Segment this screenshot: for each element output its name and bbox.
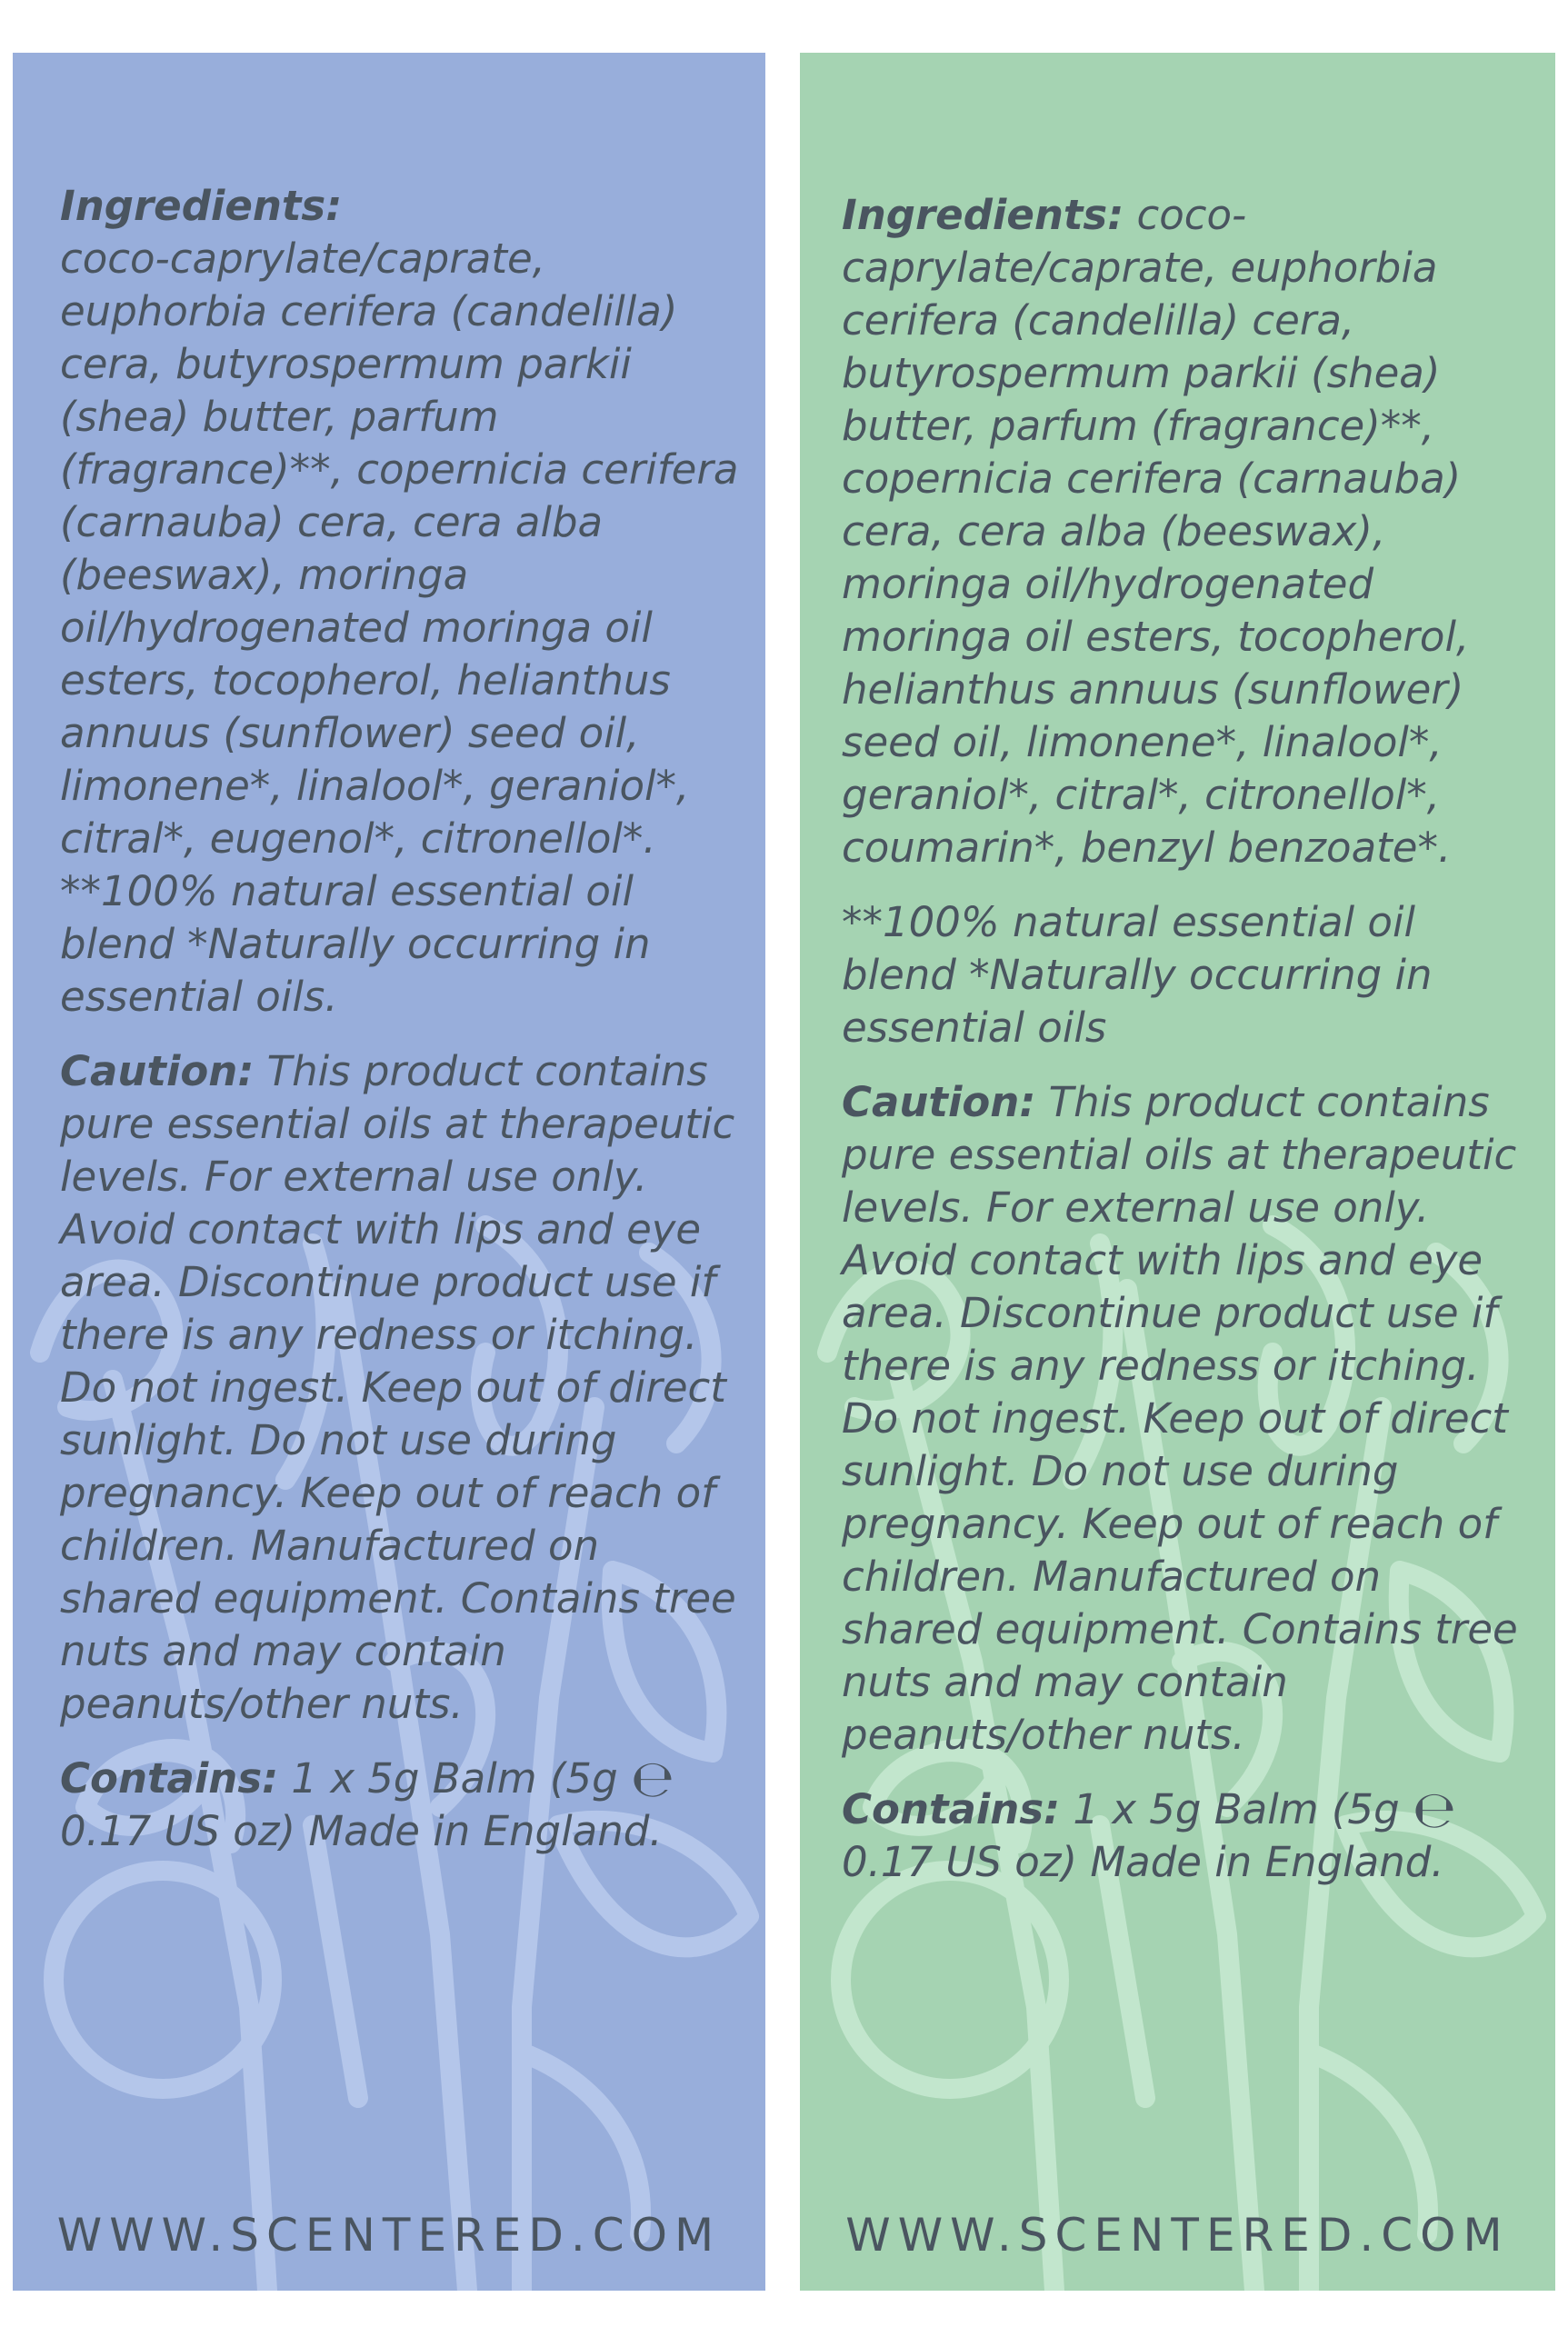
contains-text: 1 x 5g Balm (5g	[1073, 1785, 1400, 1833]
caution-text: This product contains pure essential oils at therapeutic levels. For external use only. Avoid contact with lips and eye area. Discontinue product use if there is any redness or itching. Do not ingest. Keep out of direct sunlight. Do not use during pregnancy. Keep out of reach of children. Manufactured on shared equipment. Contains tree nuts and may contain peanuts/other nuts.	[842, 1078, 1518, 1759]
essential-oil-note: **100% natural essential oil blend *Naturally occurring in essential oils	[842, 898, 1433, 1052]
contains-text: 1 x 5g Balm (5g	[291, 1754, 618, 1803]
ingredients-label: Ingredients:	[842, 191, 1124, 239]
contains-label: Contains:	[60, 1754, 279, 1803]
ingredients-section	[842, 189, 1530, 874]
caution-label: Caution:	[842, 1078, 1036, 1126]
essential-oil-note: **100% natural essential oil blend *Naturally occurring in essential oils.	[60, 867, 651, 1021]
label-text	[842, 189, 1530, 1911]
estimated-sign-icon: ℮	[1412, 1781, 1456, 1840]
label-text	[60, 180, 740, 1880]
ingredients-text: coco-caprylate/caprate, euphorbia cerifera (candelilla) cera, butyrospermum parkii (shea) butter, parfum (fragrance)**, copernicia cerifera (carnauba) cera, cera alba (beeswax), moringa oil/hydrogenated moringa oil esters, tocopherol, helianthus annuus (sunflower) seed oil, limonene*, linalool*, geraniol*, citral*, eugenol*, citronellol*.	[60, 235, 739, 863]
ingredients-label: Ingredients:	[60, 182, 343, 230]
website-url: WWW.SCENTERED.COM	[56, 2209, 722, 2262]
caution-label: Caution:	[60, 1047, 255, 1095]
contains-weight-origin: 0.17 US oz) Made in England.	[842, 1838, 1444, 1886]
green-label-panel	[800, 53, 1555, 2291]
ingredients-text: coco-caprylate/caprate, euphorbia cerifera (candelilla) cera, butyrospermum parkii (shea) butter, parfum (fragrance)**, copernicia cerifera (carnauba) cera, cera alba (beeswax), moringa oil/hydrogenated moringa oil esters, tocopherol, helianthus annuus (sunflower) seed oil, limonene*, linalool*, geraniol*, citral*, citronellol*, coumarin*, benzyl benzoate*.	[842, 191, 1470, 872]
contains-weight-origin: 0.17 US oz) Made in England.	[60, 1807, 663, 1855]
estimated-sign-icon: ℮	[630, 1750, 674, 1809]
contains-section	[60, 1750, 740, 1858]
caution-section	[842, 1076, 1530, 1762]
contains-section	[842, 1783, 1530, 1889]
caution-text: This product contains pure essential oils at therapeutic levels. For external use only. Avoid contact with lips and eye area. Discontinue product use if there is any redness or itching. Do not ingest. Keep out of direct sunlight. Do not use during pregnancy. Keep out of reach of children. Manufactured on shared equipment. Contains tree nuts and may contain peanuts/other nuts.	[60, 1047, 736, 1728]
contains-label: Contains:	[842, 1785, 1061, 1833]
ingredients-section	[60, 180, 740, 1024]
website-url: WWW.SCENTERED.COM	[845, 2209, 1510, 2262]
caution-section	[60, 1045, 740, 1731]
blue-label-panel	[13, 53, 765, 2291]
essential-oil-note-section	[842, 896, 1530, 1054]
